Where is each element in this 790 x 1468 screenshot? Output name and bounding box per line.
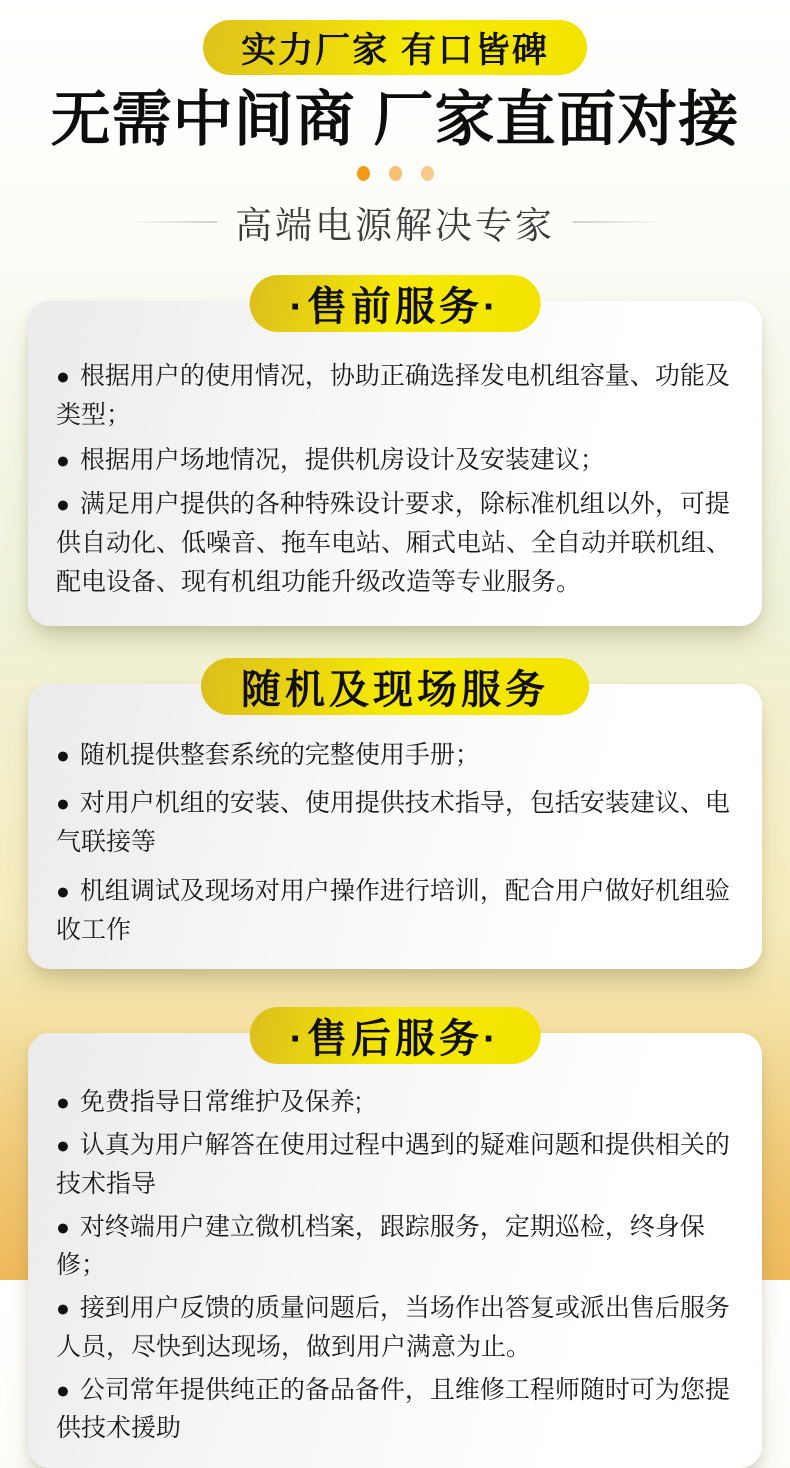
bullet-text: 根据用户的使用情况，协助正确选择发电机组容量、功能及类型； [56,362,730,429]
bullet-dot-icon: ● [56,1089,70,1116]
section-aftersale-service [28,1017,762,1468]
subtitle: 高端电源解决专家 [235,205,555,246]
top-badge-row [0,0,790,75]
service-bullet-item [56,1083,734,1122]
divider-line [573,221,665,223]
dot-icon [421,166,434,181]
service-bullet-item [56,441,734,480]
bullet-text: 对终端用户建立微机档案，跟踪服务，定期巡检，终身保修； [56,1212,705,1280]
top-badge-label: 实力厂家 有口皆碑 [241,30,549,70]
section-heading-label: ·售前服务· [289,285,501,329]
section-heading-label: ·售后服务· [289,1017,501,1062]
section-onsite-card [28,684,762,970]
service-bullet-item [56,357,734,435]
bullet-dot-icon: ● [56,1295,70,1321]
bullet-text: 根据用户场地情况，提供机房设计及安装建议； [79,445,605,474]
service-bullet-item [56,1208,734,1286]
top-badge [203,20,587,75]
decor-dots [0,166,790,181]
section-presale-card [28,301,762,626]
bullet-text: 接到用户反馈的质量问题后，当场作出答复或派出售后服务人员，尽快到达现场，做到用户满意为止。 [56,1294,730,1361]
section-presale-heading [250,275,541,332]
bullet-text: 满足用户提供的各种特殊设计要求，除标准机组以外，可提供自动化、低噪音、拖车电站、厢式电站、全自动并联机组、配电设备、现有机组功能升级改造等专业服务。 [56,490,732,596]
service-bullet-item [56,485,734,601]
bullet-dot-icon: ● [56,790,70,817]
bullet-text: 公司常年提供纯正的备品备件，且维修工程师随时可为您提供技术援助 [56,1375,730,1443]
service-bullet-item [56,1371,734,1449]
service-bullet-item [56,1126,734,1204]
service-bullet-item [56,784,734,862]
divider-line [125,221,217,223]
bullet-dot-icon: ● [56,446,70,473]
bullet-dot-icon: ● [56,877,70,904]
service-bullet-item [56,872,734,950]
section-aftersale-card [28,1033,762,1468]
bullet-dot-icon: ● [56,1213,70,1240]
bullet-text: 认真为用户解答在使用过程中遇到的疑难问题和提供相关的技术指导 [56,1131,730,1198]
bullet-text: 机组调试及现场对用户操作进行培训，配合用户做好机组验收工作 [56,876,730,944]
section-presale-service [28,285,762,626]
section-onsite-service [28,667,762,970]
bullet-text: 对用户机组的安装、使用提供技术指导，包括安装建议、电气联接等 [56,789,730,856]
bullet-dot-icon: ● [56,741,70,768]
bullet-dot-icon: ● [56,1376,70,1403]
main-title: 无需中间商 厂家直面对接 [50,86,740,153]
bullet-text: 免费指导日常维护及保养; [79,1088,362,1117]
dot-icon [357,166,370,181]
section-aftersale-heading [250,1007,541,1064]
bullet-dot-icon: ● [56,1132,70,1158]
service-bullet-item [56,736,734,775]
bullet-dot-icon: ● [56,363,70,389]
section-heading-label: 随机及现场服务 [241,667,549,712]
bullet-text: 随机提供整套系统的完整使用手册； [79,740,480,769]
service-bullet-item [56,1289,734,1367]
dot-icon [389,166,402,181]
section-onsite-heading [201,658,589,715]
bullet-dot-icon: ● [56,491,70,518]
subtitle-row [0,195,790,249]
